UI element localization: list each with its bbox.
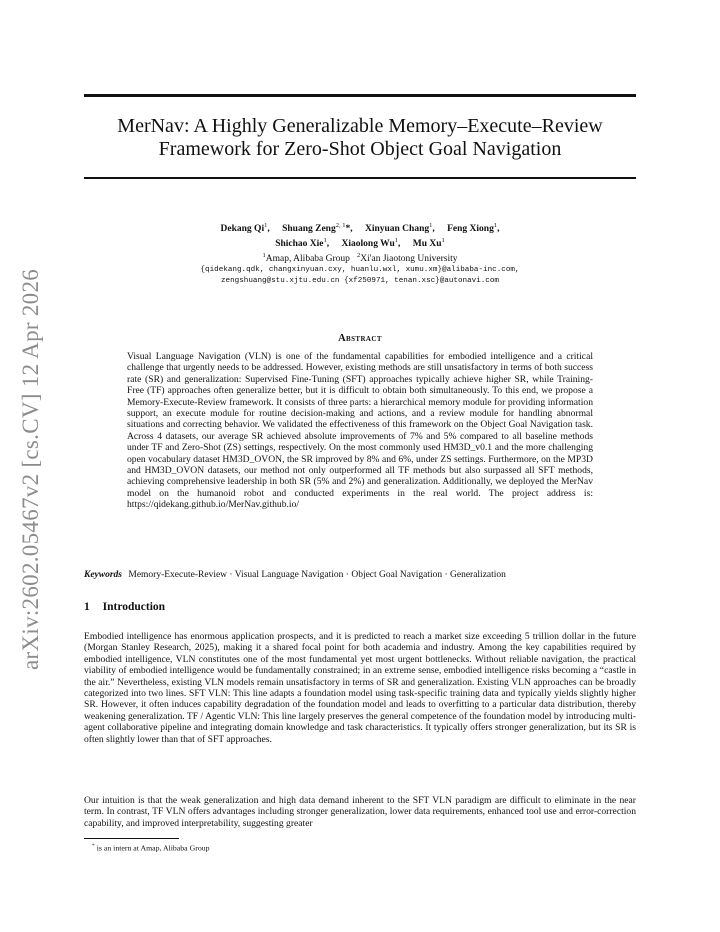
author-block	[84, 220, 636, 287]
keywords-label: Keywords	[84, 570, 122, 580]
title-bottom-rule	[84, 177, 636, 179]
footnote	[92, 841, 210, 854]
intro-paragraph-2: Our intuition is that the weak generalization and high data demand inherent to the SFT VLN paradigm are difficult to eliminate in the near term. In contrast, TF VLN offers advantages including stronger generalization, lower data requirements, enhanced tool use and error-correction capability, and improved interpretability, suggesting greater	[84, 795, 636, 829]
footnote-rule	[84, 838, 179, 839]
affiliations: $^1$Amap, Alibaba Group $^2$Xi'an Jiaotong University	[262, 252, 458, 265]
footnote-mark: *	[92, 843, 95, 849]
section-title: Introduction	[102, 601, 166, 613]
title-top-rule	[84, 94, 636, 97]
section-heading-introduction	[84, 601, 636, 613]
paper-title-line-2: Framework for Zero-Shot Object Goal Navigation	[158, 138, 562, 160]
author: Dekang Qi$^1$,	[220, 222, 270, 235]
section-number: 1	[84, 601, 90, 613]
arxiv-identifier-stamp	[14, 258, 50, 678]
abstract-text: Visual Language Navigation (VLN) is one of the fundamental capabilities for embodied intelligence and a critical challenge that urgently needs to be addressed. However, existing methods are still unsatisfactory in terms of both success rate (SR) and generalization: Supervised Fine-Tuning (SFT) approaches typically achieve higher SR, while Training-Free (TF) approaches often generalize better, but it is difficult to obtain both simultaneously. To this end, we propose a Memory-Execute-Review framework. It consists of three parts: a hierarchical memory module for providing information support, an execute module for routine decision-making and actions, and a review module for handling abnormal situations and correcting behavior. We validated the effectiveness of this framework on the Object Goal Navigation task. Across 4 datasets, our average SR achieved absolute improvements of 7% and 5% compared to all baseline methods under TF and Zero-Shot (ZS) settings, respectively. On the most commonly used HM3D_v0.1 and the more challenging open vocabulary dataset HM3D_OVON, the SR improved by 8% and 6%, under ZS settings. Furthermore, on the MP3D and HM3D_OVON datasets, our method not only outperformed all TF methods but also surpassed all SFT methods, achieving comprehensive leadership in both SR (5% and 2%) and generalization. Additionally, we deployed the MerNav model on the humanoid robot and conducted experiments in the real world. The project address is: https://qidekang.github.io/MerNav.github.io/	[127, 351, 593, 511]
author-row-2	[84, 235, 636, 250]
footnote-text: is an intern at Amap, Alibaba Group	[96, 843, 210, 853]
affiliation-1: Amap, Alibaba Group	[265, 254, 350, 265]
abstract-heading: Abstract	[338, 333, 382, 344]
paper-title-line-1: MerNav: A Highly Generalizable Memory–Execute–Review	[117, 115, 603, 137]
keywords-text: Memory-Execute-Review · Visual Language Navigation · Object Goal Navigation · Generalization	[128, 570, 506, 580]
author: Xiaolong Wu$^1$,	[341, 237, 401, 250]
paper-title	[84, 115, 636, 161]
author-row-1	[84, 220, 636, 235]
author: Shichao Xie$^1$,	[275, 237, 330, 250]
email-line-1: {qidekang.qdk, changxinyuan.cxy, huanlu.wxl, xumu.xm}@alibaba-inc.com,	[200, 266, 520, 275]
email-line-2: zengshuang@stu.xjtu.edu.cn {xf250971, tenan.xsc}@autonavi.com	[221, 277, 499, 286]
keywords-line	[84, 569, 636, 581]
arxiv-identifier-text: arXiv:2602.05467v2 [cs.CV] 12 Apr 2026	[18, 268, 43, 670]
author: Xinyuan Chang$^1$,	[364, 222, 435, 235]
author: Mu Xu$^1$	[412, 237, 445, 250]
author: Shuang Zeng$^{2, 1}$*,	[282, 222, 353, 235]
intro-paragraph-1: Embodied intelligence has enormous application prospects, and it is predicted to reach a market size exceeding 5 trillion dollar in the future (Morgan Stanley Research, 2025), making it a shared focal point for both academia and industry. Among the key capabilities required by embodied intelligence, VLN constitutes one of the most fundamental yet most urgent bottlenecks. Without reliable navigation, the practical viability of embodied intelligence would be fundamentally constrained; in an extreme sense, embodied intelligence risks becoming a “castle in the air.” Nevertheless, existing VLN models remain unsatisfactory in terms of SR and generalization. Existing VLN approaches can be broadly categorized into two lines. SFT VLN: This line adapts a foundation model using task-specific training data and typically yields slightly higher SR. However, it often induces capability degradation of the foundation model and leads to overfitting to a particular data distribution, thereby weakening generalization. TF / Agentic VLN: This line largely preserves the general competence of the foundation model by introducing multi-agent collaborative pipeline and integrating domain knowledge and task characteristics. It typically offers stronger generalization, but its SR is often slightly lower than that of SFT approaches.	[84, 631, 636, 745]
affiliation-2: Xi'an Jiaotong University	[360, 254, 458, 265]
author: Feng Xiong$^1$,	[447, 222, 500, 235]
